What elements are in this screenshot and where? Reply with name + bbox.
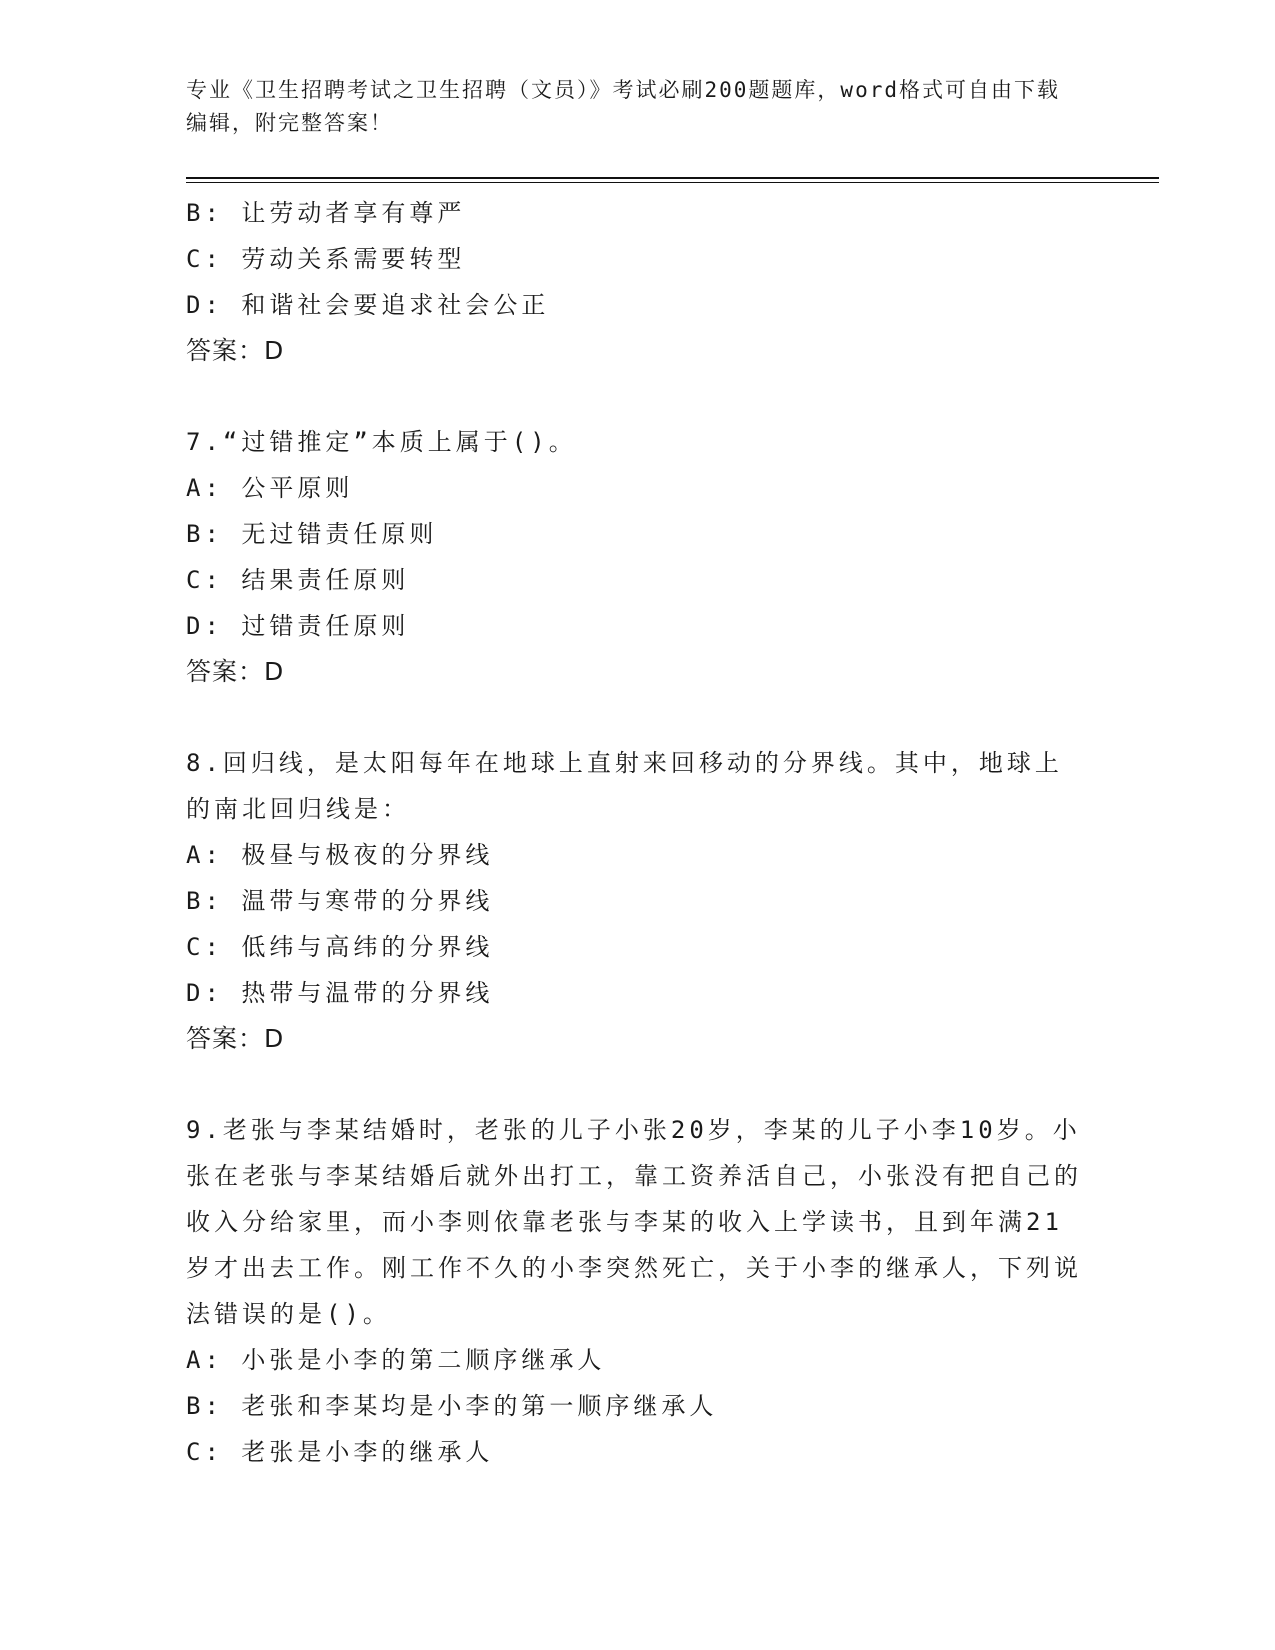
header-rule-thick — [186, 177, 1159, 179]
answer-label: 答案：D — [186, 336, 285, 365]
spacer — [186, 1062, 1086, 1107]
option-b: B: 老张和李某均是小李的第一顺序继承人 — [186, 1392, 718, 1420]
option-c: C: 结果责任原则 — [186, 566, 410, 594]
answer-label: 答案：D — [186, 657, 285, 686]
option-d: D: 热带与温带的分界线 — [186, 979, 494, 1007]
option-c: C: 低纬与高纬的分界线 — [186, 933, 494, 961]
option-a: A: 极昼与极夜的分界线 — [186, 841, 494, 869]
spacer — [186, 374, 1086, 419]
question-text: 8.回归线，是太阳每年在地球上直射来回移动的分界线。其中，地球上的南北回归线是： — [186, 749, 1063, 823]
option-d: D: 过错责任原则 — [186, 612, 410, 640]
option-c: C: 老张是小李的继承人 — [186, 1438, 494, 1466]
header-rule-thin — [186, 182, 1159, 183]
option-b: B: 无过错责任原则 — [186, 520, 438, 548]
question-7 — [186, 419, 1086, 695]
answer-label: 答案：D — [186, 1024, 285, 1053]
option-b: B: 温带与寒带的分界线 — [186, 887, 494, 915]
spacer — [186, 695, 1086, 740]
option-c: C: 劳动关系需要转型 — [186, 245, 466, 273]
question-8 — [186, 740, 1086, 1062]
question-text: 7.“过错推定”本质上属于()。 — [186, 428, 577, 456]
option-b: B: 让劳动者享有尊严 — [186, 199, 466, 227]
question-9 — [186, 1107, 1086, 1475]
question-content — [186, 190, 1086, 1475]
question-text: 9.老张与李某结婚时，老张的儿子小张20岁，李某的儿子小李10岁。小张在老张与李某结婚后就外出打工，靠工资养活自己，小张没有把自己的收入分给家里，而小李则依靠老张与李某的收入上学读书，且到年满21岁才出去工作。刚工作不久的小李突然死亡，关于小李的继承人，下列说法错误的是()。 — [186, 1116, 1082, 1328]
option-a: A: 公平原则 — [186, 474, 354, 502]
question-6-continued — [186, 190, 1086, 374]
document-header: 专业《卫生招聘考试之卫生招聘（文员）》考试必刷200题题库，word格式可自由下载编辑，附完整答案！ — [186, 78, 1060, 135]
option-a: A: 小张是小李的第二顺序继承人 — [186, 1346, 606, 1374]
option-d: D: 和谐社会要追求社会公正 — [186, 291, 550, 319]
